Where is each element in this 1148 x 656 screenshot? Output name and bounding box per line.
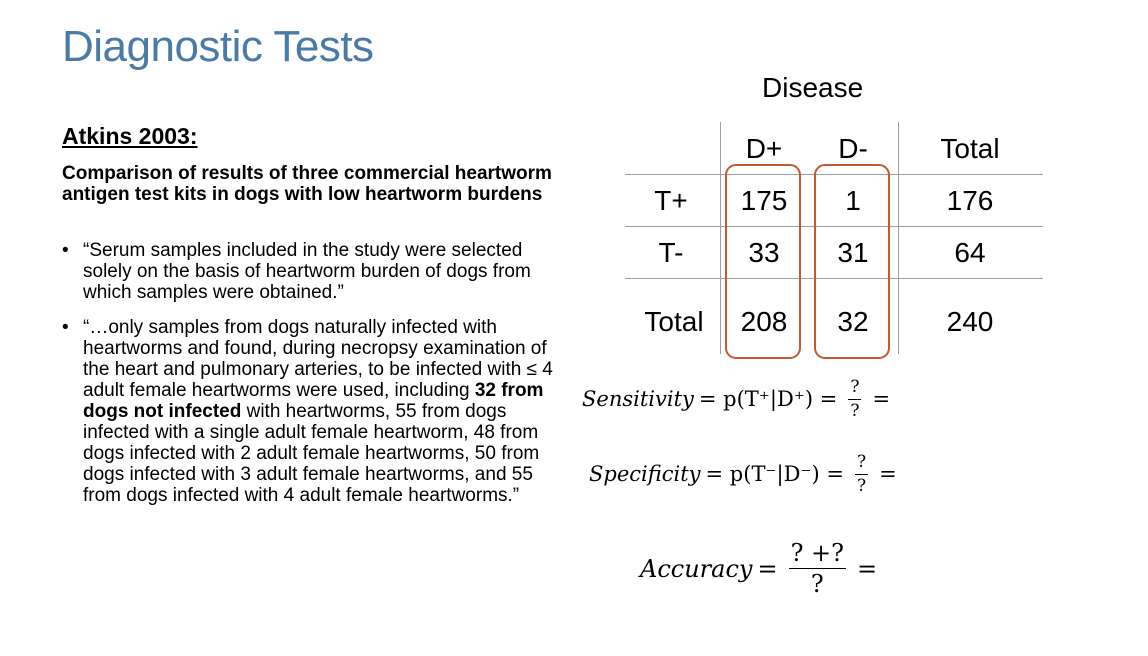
table-cell: 31 bbox=[837, 237, 869, 268]
fraction-denominator: ? bbox=[857, 475, 867, 496]
table-cell: 175 bbox=[740, 185, 788, 216]
table-cell: 208 bbox=[740, 306, 788, 337]
grid-line bbox=[720, 122, 721, 354]
row-label: T+ bbox=[654, 185, 688, 216]
formula-fraction bbox=[855, 453, 868, 495]
formula-expression: = p(T⁺|D⁺) = bbox=[698, 387, 838, 412]
formula-term: Accuracy bbox=[640, 554, 753, 583]
accuracy-formula bbox=[640, 540, 882, 598]
bullet-marker: • bbox=[62, 240, 69, 261]
table-cell: 33 bbox=[748, 237, 780, 268]
formula-equals: = bbox=[872, 387, 891, 412]
fraction-numerator: ? +? bbox=[789, 540, 846, 569]
formula-fraction bbox=[848, 378, 861, 420]
quote-item bbox=[62, 317, 567, 506]
quote-text bbox=[83, 317, 553, 506]
column-header: D+ bbox=[745, 133, 783, 164]
quote-text-part: “…only samples from dogs naturally infected with heartworms and found, during necropsy examination of the heart and pulmonary arteries, to be infected with ≤ 4 adult female heartworms were used, including bbox=[83, 317, 553, 401]
quote-emphasis: 32 from dogs not infected bbox=[83, 380, 544, 422]
quote-text-part: with heartworms, 55 from dogs infected with a single adult female heartworm, 48 from dogs infected with 2 adult female heartworms, 50 from dogs infected with 3 adult female heartworms, and 55 from dogs infected with 4 adult female heartworms.” bbox=[83, 401, 540, 506]
table-cell: 176 bbox=[946, 185, 994, 216]
formula-equals: = bbox=[857, 554, 878, 583]
formula-fraction bbox=[789, 540, 846, 598]
formula-expression: = bbox=[757, 554, 778, 583]
formula-equals: = bbox=[879, 462, 897, 487]
sensitivity-formula bbox=[582, 378, 895, 420]
quote-list bbox=[62, 240, 567, 520]
slide-title: Diagnostic Tests bbox=[62, 22, 374, 71]
grid-line bbox=[898, 122, 899, 354]
row-label: T- bbox=[658, 237, 684, 268]
formula-term: Specificity bbox=[589, 462, 701, 487]
study-title: Comparison of results of three commercial heartworm antigen test kits in dogs with low heartworm burdens bbox=[62, 163, 552, 205]
reference-heading: Atkins 2003: bbox=[62, 123, 198, 149]
column-header: D- bbox=[838, 133, 868, 164]
table-cell: 64 bbox=[954, 237, 986, 268]
row-label: Total bbox=[644, 306, 704, 337]
fraction-denominator: ? bbox=[850, 400, 860, 421]
formula-term: Sensitivity bbox=[582, 387, 694, 412]
specificity-formula bbox=[589, 453, 902, 495]
formula-expression: = p(T⁻|D⁻) = bbox=[705, 462, 844, 487]
fraction-numerator: ? bbox=[848, 378, 861, 400]
table-cell: 1 bbox=[845, 185, 861, 216]
fraction-denominator: ? bbox=[810, 570, 824, 599]
fraction-numerator: ? bbox=[855, 453, 868, 475]
column-header: Total bbox=[940, 133, 1000, 164]
table-cell: 240 bbox=[946, 306, 994, 337]
quote-item bbox=[62, 240, 567, 303]
table-caption: Disease bbox=[762, 72, 864, 103]
quote-text: “Serum samples included in the study were selected solely on the basis of heartworm burden of dogs from which samples were obtained.” bbox=[83, 240, 531, 303]
bullet-marker: • bbox=[62, 317, 69, 338]
table-cell: 32 bbox=[837, 306, 869, 337]
